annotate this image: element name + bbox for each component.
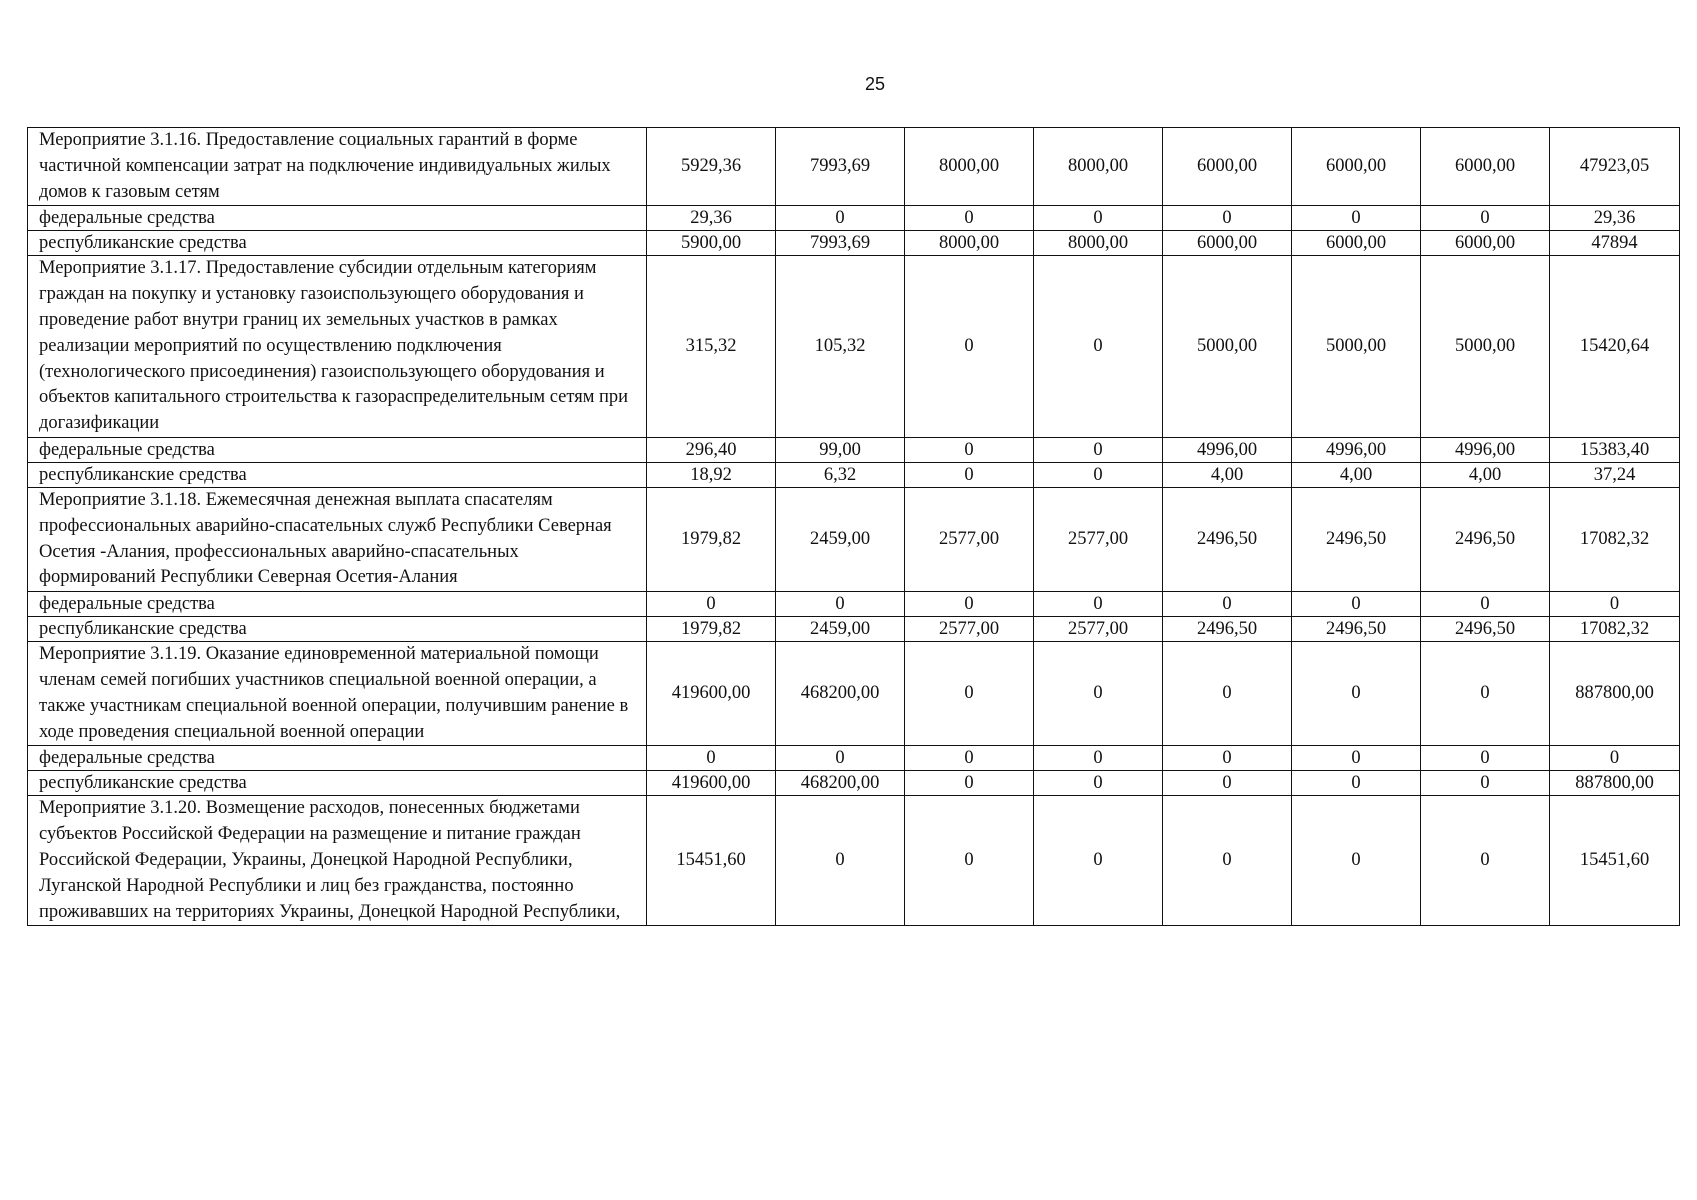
value-cell: 0 <box>1034 437 1163 462</box>
total-cell: 887800,00 <box>1550 771 1680 796</box>
value-cell: 0 <box>647 592 776 617</box>
measure-title: Мероприятие 3.1.16. Предоставление социальных гарантий в форме частичной компенсации затрат на подключение индивидуальных жилых домов к газовым сетям <box>28 128 647 206</box>
value-cell: 0 <box>905 642 1034 746</box>
value-cell: 6000,00 <box>1163 128 1292 206</box>
value-cell: 5000,00 <box>1292 256 1421 438</box>
total-cell: 17082,32 <box>1550 617 1680 642</box>
value-cell: 2496,50 <box>1292 617 1421 642</box>
value-cell: 0 <box>1421 796 1550 926</box>
value-cell: 4,00 <box>1421 462 1550 487</box>
value-cell: 2496,50 <box>1421 617 1550 642</box>
value-cell: 6000,00 <box>1292 128 1421 206</box>
value-cell: 0 <box>776 206 905 231</box>
value-cell: 7993,69 <box>776 128 905 206</box>
funding-source-label: республиканские средства <box>28 617 647 642</box>
value-cell: 0 <box>905 796 1034 926</box>
value-cell: 0 <box>905 437 1034 462</box>
measure-row <box>28 256 1680 438</box>
value-cell: 0 <box>1292 746 1421 771</box>
value-cell: 1979,82 <box>647 617 776 642</box>
total-cell: 17082,32 <box>1550 487 1680 591</box>
value-cell: 7993,69 <box>776 231 905 256</box>
page-number: 25 <box>864 74 886 94</box>
value-cell: 0 <box>1034 746 1163 771</box>
value-cell: 8000,00 <box>905 231 1034 256</box>
value-cell: 8000,00 <box>1034 231 1163 256</box>
value-cell: 0 <box>1421 746 1550 771</box>
value-cell: 0 <box>1421 206 1550 231</box>
value-cell: 5000,00 <box>1421 256 1550 438</box>
value-cell: 8000,00 <box>905 128 1034 206</box>
value-cell: 2496,50 <box>1292 487 1421 591</box>
value-cell: 0 <box>647 746 776 771</box>
value-cell: 0 <box>1163 592 1292 617</box>
value-cell: 0 <box>905 256 1034 438</box>
total-cell: 47894 <box>1550 231 1680 256</box>
value-cell: 419600,00 <box>647 771 776 796</box>
total-cell: 15451,60 <box>1550 796 1680 926</box>
value-cell: 0 <box>1163 746 1292 771</box>
value-cell: 2496,50 <box>1163 487 1292 591</box>
total-cell: 15383,40 <box>1550 437 1680 462</box>
value-cell: 0 <box>1163 642 1292 746</box>
funding-source-label: республиканские средства <box>28 462 647 487</box>
value-cell: 6,32 <box>776 462 905 487</box>
value-cell: 0 <box>905 462 1034 487</box>
value-cell: 5900,00 <box>647 231 776 256</box>
total-cell: 47923,05 <box>1550 128 1680 206</box>
value-cell: 0 <box>1292 771 1421 796</box>
value-cell: 0 <box>1034 592 1163 617</box>
funding-source-label: республиканские средства <box>28 771 647 796</box>
value-cell: 2496,50 <box>1421 487 1550 591</box>
value-cell: 468200,00 <box>776 642 905 746</box>
measure-row <box>28 128 1680 206</box>
value-cell: 2577,00 <box>1034 487 1163 591</box>
value-cell: 4996,00 <box>1421 437 1550 462</box>
value-cell: 0 <box>1421 592 1550 617</box>
value-cell: 0 <box>905 592 1034 617</box>
value-cell: 315,32 <box>647 256 776 438</box>
total-cell: 15420,64 <box>1550 256 1680 438</box>
value-cell: 0 <box>1163 206 1292 231</box>
value-cell: 0 <box>776 592 905 617</box>
value-cell: 0 <box>1163 771 1292 796</box>
measure-title: Мероприятие 3.1.20. Возмещение расходов, понесенных бюджетами субъектов Российской Федерации на размещение и питание граждан Российской Федерации, Украины, Донецкой Народной Республики, Луганской Народной Республики и лиц без гражданства, постоянно проживавших на территориях Украины, Донецкой Народной Республики, <box>28 796 647 926</box>
value-cell: 0 <box>1034 642 1163 746</box>
value-cell: 0 <box>1034 206 1163 231</box>
funding-source-row <box>28 771 1680 796</box>
funding-source-label: федеральные средства <box>28 746 647 771</box>
funding-source-label: федеральные средства <box>28 592 647 617</box>
total-cell: 887800,00 <box>1550 642 1680 746</box>
value-cell: 0 <box>1292 592 1421 617</box>
value-cell: 6000,00 <box>1292 231 1421 256</box>
value-cell: 29,36 <box>647 206 776 231</box>
value-cell: 4,00 <box>1163 462 1292 487</box>
value-cell: 5000,00 <box>1163 256 1292 438</box>
value-cell: 2577,00 <box>905 487 1034 591</box>
measure-row <box>28 487 1680 591</box>
value-cell: 2496,50 <box>1163 617 1292 642</box>
value-cell: 6000,00 <box>1421 128 1550 206</box>
value-cell: 468200,00 <box>776 771 905 796</box>
value-cell: 6000,00 <box>1421 231 1550 256</box>
value-cell: 2459,00 <box>776 487 905 591</box>
value-cell: 0 <box>1034 796 1163 926</box>
funding-table <box>27 127 1680 926</box>
value-cell: 99,00 <box>776 437 905 462</box>
funding-source-label: федеральные средства <box>28 206 647 231</box>
value-cell: 0 <box>1292 796 1421 926</box>
value-cell: 0 <box>1034 256 1163 438</box>
value-cell: 1979,82 <box>647 487 776 591</box>
funding-source-row <box>28 462 1680 487</box>
value-cell: 0 <box>776 796 905 926</box>
value-cell: 2577,00 <box>1034 617 1163 642</box>
total-cell: 29,36 <box>1550 206 1680 231</box>
funding-source-label: федеральные средства <box>28 437 647 462</box>
value-cell: 105,32 <box>776 256 905 438</box>
measure-title: Мероприятие 3.1.17. Предоставление субсидии отдельным категориям граждан на покупку и установку газоиспользующего оборудования и проведение работ внутри границ их земельных участков в рамках реализации мероприятий по осуществлению подключения (технологического присоединения) газоиспользующего оборудования и объектов капитального строительства к газораспределительным сетям при догазификации <box>28 256 647 438</box>
total-cell: 37,24 <box>1550 462 1680 487</box>
measure-row <box>28 642 1680 746</box>
value-cell: 296,40 <box>647 437 776 462</box>
value-cell: 0 <box>776 746 905 771</box>
value-cell: 0 <box>1034 462 1163 487</box>
value-cell: 0 <box>1163 796 1292 926</box>
value-cell: 2577,00 <box>905 617 1034 642</box>
value-cell: 0 <box>1292 642 1421 746</box>
funding-source-row <box>28 437 1680 462</box>
total-cell: 0 <box>1550 746 1680 771</box>
funding-source-row <box>28 206 1680 231</box>
funding-source-row <box>28 231 1680 256</box>
measure-title: Мероприятие 3.1.19. Оказание единовременной материальной помощи членам семей погибших участников специальной военной операции, а также участникам специальной военной операции, получившим ранение в ходе проведения специальной военной операции <box>28 642 647 746</box>
value-cell: 0 <box>905 771 1034 796</box>
value-cell: 18,92 <box>647 462 776 487</box>
funding-source-row <box>28 617 1680 642</box>
value-cell: 8000,00 <box>1034 128 1163 206</box>
value-cell: 0 <box>905 746 1034 771</box>
value-cell: 0 <box>1421 771 1550 796</box>
value-cell: 5929,36 <box>647 128 776 206</box>
value-cell: 0 <box>1421 642 1550 746</box>
table-body <box>28 128 1680 926</box>
value-cell: 15451,60 <box>647 796 776 926</box>
value-cell: 0 <box>1034 771 1163 796</box>
funding-source-row <box>28 592 1680 617</box>
value-cell: 4996,00 <box>1163 437 1292 462</box>
measure-row <box>28 796 1680 926</box>
value-cell: 419600,00 <box>647 642 776 746</box>
value-cell: 0 <box>905 206 1034 231</box>
funding-source-row <box>28 746 1680 771</box>
value-cell: 4996,00 <box>1292 437 1421 462</box>
value-cell: 6000,00 <box>1163 231 1292 256</box>
value-cell: 0 <box>1292 206 1421 231</box>
funding-source-label: республиканские средства <box>28 231 647 256</box>
value-cell: 2459,00 <box>776 617 905 642</box>
measure-title: Мероприятие 3.1.18. Ежемесячная денежная выплата спасателям профессиональных аварийно-спасательных служб Республики Северная Осетия -Алания, профессиональных аварийно-спасательных формирований Республики Северная Осетия-Алания <box>28 487 647 591</box>
total-cell: 0 <box>1550 592 1680 617</box>
value-cell: 4,00 <box>1292 462 1421 487</box>
